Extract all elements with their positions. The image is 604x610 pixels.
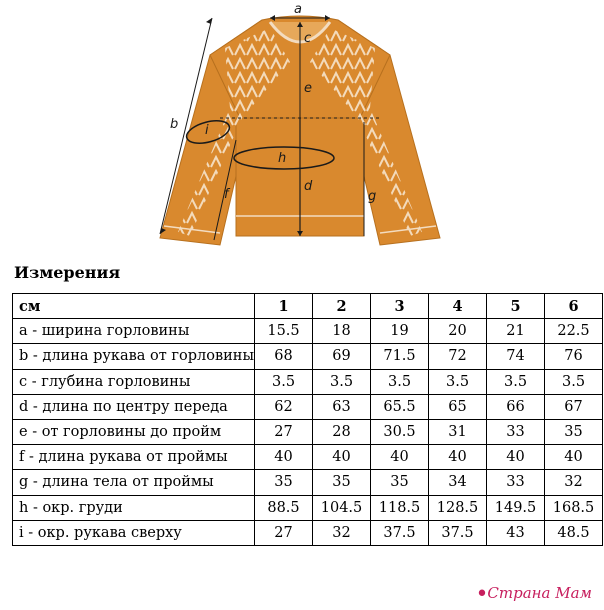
cell-value: 68 <box>255 344 313 369</box>
row-label: c - глубина горловины <box>13 369 255 394</box>
watermark-dot-icon: • <box>475 582 489 607</box>
cell-value: 62 <box>255 394 313 419</box>
cell-value: 3.5 <box>255 369 313 394</box>
cell-value: 19 <box>371 319 429 344</box>
header-cell: 6 <box>545 294 603 319</box>
header-cell: 2 <box>313 294 371 319</box>
cell-value: 37.5 <box>429 520 487 545</box>
cell-value: 65.5 <box>371 394 429 419</box>
row-label: g - длина тела от проймы <box>13 470 255 495</box>
cell-value: 74 <box>487 344 545 369</box>
cell-value: 35 <box>313 470 371 495</box>
cell-value: 104.5 <box>313 495 371 520</box>
cell-value: 66 <box>487 394 545 419</box>
cell-value: 72 <box>429 344 487 369</box>
cell-value: 28 <box>313 419 371 444</box>
row-label: d - длина по центру переда <box>13 394 255 419</box>
cell-value: 40 <box>371 445 429 470</box>
table-header-row <box>13 294 603 319</box>
cell-value: 3.5 <box>313 369 371 394</box>
row-label: h - окр. груди <box>13 495 255 520</box>
cell-value: 65 <box>429 394 487 419</box>
cell-value: 149.5 <box>487 495 545 520</box>
cell-value: 88.5 <box>255 495 313 520</box>
row-label: e - от горловины до пройм <box>13 419 255 444</box>
cell-value: 37.5 <box>371 520 429 545</box>
label-e: e <box>304 81 312 96</box>
section-title: Измерения <box>14 263 121 282</box>
table-row <box>13 344 603 369</box>
cell-value: 21 <box>487 319 545 344</box>
label-b: b <box>170 117 179 132</box>
cell-value: 69 <box>313 344 371 369</box>
cell-value: 3.5 <box>545 369 603 394</box>
table-row <box>13 470 603 495</box>
cell-value: 35 <box>255 470 313 495</box>
row-label: i - окр. рукава сверху <box>13 520 255 545</box>
header-cell: 1 <box>255 294 313 319</box>
table-row <box>13 419 603 444</box>
watermark-text: Страна Мам <box>487 584 592 602</box>
label-i: i <box>205 123 209 138</box>
label-d: d <box>304 179 313 194</box>
cell-value: 15.5 <box>255 319 313 344</box>
row-label: f - длина рукава от проймы <box>13 445 255 470</box>
label-c: c <box>304 31 312 46</box>
cell-value: 3.5 <box>487 369 545 394</box>
cell-value: 40 <box>255 445 313 470</box>
cell-value: 27 <box>255 419 313 444</box>
cell-value: 40 <box>487 445 545 470</box>
cell-value: 31 <box>429 419 487 444</box>
cell-value: 20 <box>429 319 487 344</box>
cell-value: 3.5 <box>371 369 429 394</box>
label-f: f <box>224 187 229 202</box>
cell-value: 128.5 <box>429 495 487 520</box>
cell-value: 71.5 <box>371 344 429 369</box>
watermark-logo <box>475 579 592 607</box>
cell-value: 76 <box>545 344 603 369</box>
cell-value: 34 <box>429 470 487 495</box>
cell-value: 3.5 <box>429 369 487 394</box>
cell-value: 22.5 <box>545 319 603 344</box>
cell-value: 35 <box>545 419 603 444</box>
cell-value: 18 <box>313 319 371 344</box>
header-cell: 3 <box>371 294 429 319</box>
cell-value: 43 <box>487 520 545 545</box>
header-cell: 4 <box>429 294 487 319</box>
sweater-diagram <box>150 0 450 250</box>
label-h: h <box>278 151 287 166</box>
cell-value: 48.5 <box>545 520 603 545</box>
table-row <box>13 369 603 394</box>
cell-value: 40 <box>429 445 487 470</box>
cell-value: 33 <box>487 470 545 495</box>
row-label: b - длина рукава от горловины <box>13 344 255 369</box>
cell-value: 32 <box>313 520 371 545</box>
table-row <box>13 520 603 545</box>
sweater-schematic <box>150 0 450 250</box>
table-row <box>13 394 603 419</box>
cell-value: 35 <box>371 470 429 495</box>
cell-value: 32 <box>545 470 603 495</box>
cell-value: 40 <box>545 445 603 470</box>
cell-value: 118.5 <box>371 495 429 520</box>
row-label: a - ширина горловины <box>13 319 255 344</box>
cell-value: 27 <box>255 520 313 545</box>
header-cell: см <box>13 294 255 319</box>
label-g: g <box>368 189 377 204</box>
table-row <box>13 495 603 520</box>
cell-value: 33 <box>487 419 545 444</box>
cell-value: 63 <box>313 394 371 419</box>
table-row <box>13 445 603 470</box>
cell-value: 30.5 <box>371 419 429 444</box>
measurements-table <box>12 293 603 546</box>
header-cell: 5 <box>487 294 545 319</box>
table-row <box>13 319 603 344</box>
label-a: a <box>294 2 302 17</box>
cell-value: 40 <box>313 445 371 470</box>
cell-value: 67 <box>545 394 603 419</box>
cell-value: 168.5 <box>545 495 603 520</box>
